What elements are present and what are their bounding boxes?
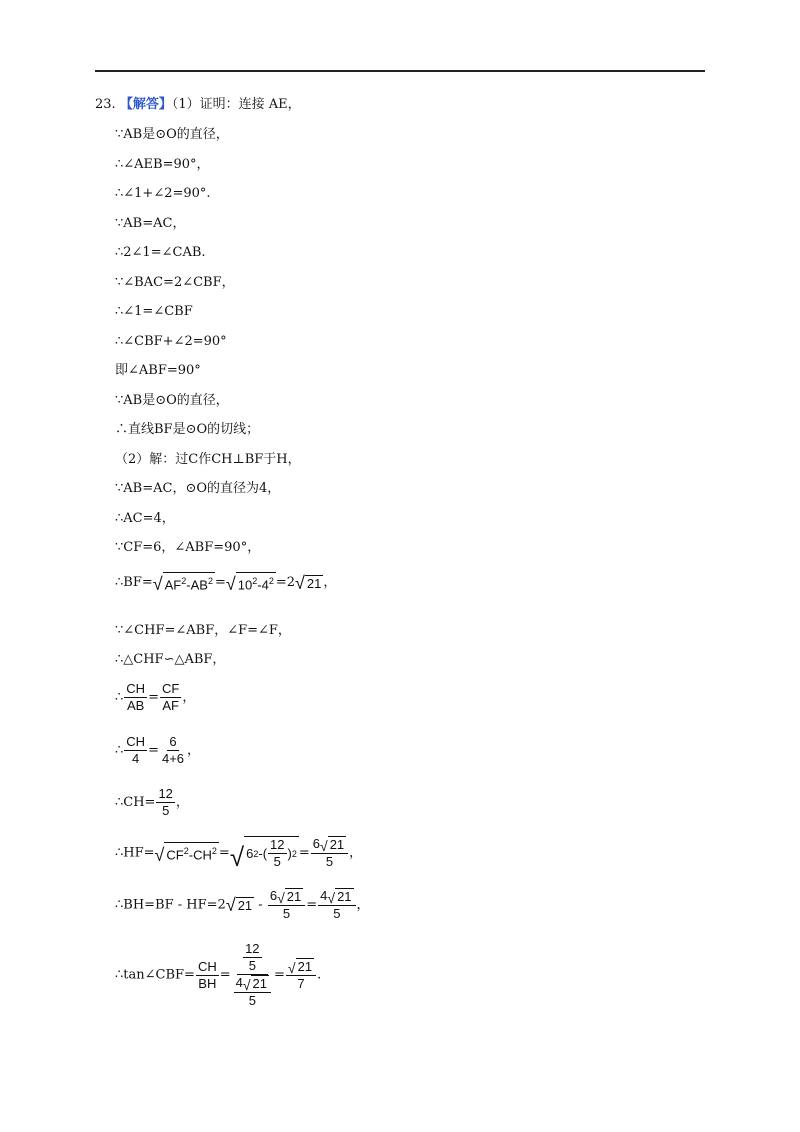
hf-a: CF	[166, 847, 184, 863]
root: 21	[329, 837, 345, 853]
bf-equation	[115, 572, 336, 593]
minus: -	[188, 847, 194, 863]
bf-r2b: 4	[261, 577, 269, 593]
denominator: 5	[333, 906, 341, 922]
punct: ，	[349, 845, 363, 861]
prefix: ∴	[115, 743, 124, 758]
sup: 2	[253, 848, 259, 859]
root: 21	[337, 889, 352, 905]
problem-header	[95, 96, 301, 114]
minus: -	[257, 577, 262, 593]
denominator: BH	[198, 975, 217, 991]
fraction	[124, 681, 147, 714]
denominator: AB	[127, 698, 145, 713]
coef: 4	[320, 888, 328, 903]
denominator: 5	[248, 958, 256, 973]
tan-equation	[115, 941, 321, 1009]
denominator: AF	[162, 698, 179, 713]
fraction	[196, 959, 219, 992]
sup: 2	[252, 576, 258, 586]
root: 21	[237, 898, 253, 914]
bf-prefix: ∴BF=	[115, 575, 153, 591]
numerator: CH	[126, 734, 146, 749]
bf-sqrt-3: √ 21	[295, 572, 322, 593]
paren-close: )	[287, 845, 292, 861]
step-15: ∵CF=6，∠ABF=90°，	[115, 540, 261, 555]
paren-open: -(	[258, 845, 268, 861]
bf-r1b: AB	[190, 577, 208, 593]
fraction	[156, 786, 174, 819]
numerator: 12	[158, 786, 173, 801]
complex-fraction: $\frac{12}{5}$ 4 √ 21 5	[232, 941, 273, 1009]
fraction	[160, 734, 186, 767]
numerator: CH	[197, 958, 217, 974]
numerator: 12	[270, 837, 285, 853]
part1-intro: （1）证明：连接 AE，	[171, 97, 301, 112]
step-8: ∴∠CBF+∠2=90°	[115, 334, 227, 349]
ratio-equation-2	[115, 734, 200, 767]
fraction	[268, 837, 286, 870]
step-7: ∴∠1=∠CBF	[115, 304, 193, 319]
root: 21	[297, 959, 313, 975]
eq-sign: =	[148, 743, 159, 758]
ratio-equation-1	[115, 681, 195, 714]
coef: 6	[269, 888, 278, 903]
eq-sign: =	[218, 845, 230, 861]
fraction: 4 √ 21 5	[318, 888, 355, 922]
bh-sqrt: √ 21	[225, 895, 253, 916]
denominator: 5	[325, 854, 334, 870]
sup: 2	[207, 576, 213, 586]
denominator: 7	[297, 976, 305, 992]
part2-intro: （2）解：过C作CH⊥BF于H，	[115, 452, 301, 467]
step-1: ∵AB是⊙O的直径，	[115, 127, 229, 142]
header-rule	[95, 70, 705, 72]
denominator: 5	[282, 906, 291, 922]
numerator: CH	[126, 681, 146, 696]
sup: 2	[183, 846, 189, 857]
bh-equation	[115, 888, 370, 922]
denominator: 5	[162, 803, 170, 818]
hf-equation	[115, 836, 363, 873]
fraction: √ 21 7	[286, 958, 316, 992]
step-11: ∴直线BF是⊙O的切线；	[115, 422, 260, 437]
step-14: ∴AC=4，	[115, 511, 175, 526]
similar-conclusion: ∴△CHF∽△ABF，	[115, 652, 226, 667]
sup: 2	[181, 576, 187, 586]
answer-tag: 【解答】	[119, 97, 172, 112]
hf-b: CH	[193, 847, 212, 863]
prefix: ∴CH=	[115, 795, 156, 810]
bf-r1: AF	[164, 577, 182, 593]
problem-number: 23.	[95, 97, 116, 112]
root: 21	[286, 889, 302, 905]
numerator: CF	[161, 681, 180, 696]
coef: 6	[312, 836, 320, 851]
bf-r3: 21	[306, 575, 322, 591]
fraction	[124, 734, 147, 767]
bf-sqrt-1: √ $AF^2-AB^2$	[153, 572, 215, 593]
ch-equation	[115, 786, 189, 819]
eq-sign: =	[274, 967, 285, 983]
step-2: ∴∠AEB=90°，	[115, 157, 210, 172]
coef: 4	[235, 975, 243, 990]
step-10: ∵AB是⊙O的直径，	[115, 393, 229, 408]
hf-c: 6	[246, 845, 254, 861]
minus: -	[186, 577, 191, 593]
prefix: ∴BH=BF - HF=2	[115, 897, 226, 913]
denominator: 4+6	[161, 751, 185, 766]
root: 21	[252, 976, 268, 992]
fraction	[160, 681, 181, 714]
punct: ，	[187, 743, 201, 758]
sup: 2	[211, 846, 217, 857]
step-9: 即∠ABF=90°	[115, 363, 201, 378]
denominator: 5	[248, 993, 256, 1009]
bf-sqrt-2: √ $10^2-4^2$	[226, 572, 276, 593]
punct: ，	[182, 690, 196, 705]
eq-sign: =	[219, 967, 231, 983]
punct: ，	[356, 897, 370, 913]
eq-sign: =	[214, 575, 226, 591]
numerator: 12	[245, 941, 260, 956]
sup: 2	[268, 576, 274, 586]
similar-reason: ∵∠CHF=∠ABF，∠F=∠F，	[115, 623, 291, 638]
minus: -	[254, 897, 267, 913]
bf-r2a: 10	[237, 577, 253, 593]
eq-sign: =	[148, 690, 159, 705]
punct: ，	[175, 795, 189, 810]
eq-sign: =	[306, 897, 318, 913]
fraction: 6 √ 21 5	[311, 836, 348, 870]
fraction: 6 √ 21 5	[268, 888, 305, 922]
step-6: ∵∠BAC=2∠CBF，	[115, 275, 235, 290]
sup: 2	[291, 848, 297, 859]
step-5: ∴2∠1=∠CAB.	[115, 245, 206, 260]
step-13: ∵AB=AC，⊙O的直径为4，	[115, 481, 281, 496]
prefix: ∴tan∠CBF=	[115, 967, 195, 983]
punct: .	[317, 967, 322, 983]
numerator: 6	[169, 734, 177, 749]
punct: ，	[323, 575, 337, 591]
denominator: 5	[273, 854, 281, 870]
prefix: ∴HF=	[115, 845, 155, 861]
step-4: ∵AB=AC，	[115, 216, 186, 231]
eq-sign: =2	[275, 575, 296, 591]
hf-sqrt-1: √ $CF^2-CH^2$	[155, 842, 219, 863]
hf-sqrt-2: √ 6 2 -( $\frac{12}{5}$ ) 2	[229, 837, 297, 873]
eq-sign: =	[298, 845, 310, 861]
prefix: ∴	[115, 690, 124, 705]
denominator: 4	[132, 751, 140, 766]
step-3: ∴∠1+∠2=90°.	[115, 186, 211, 201]
